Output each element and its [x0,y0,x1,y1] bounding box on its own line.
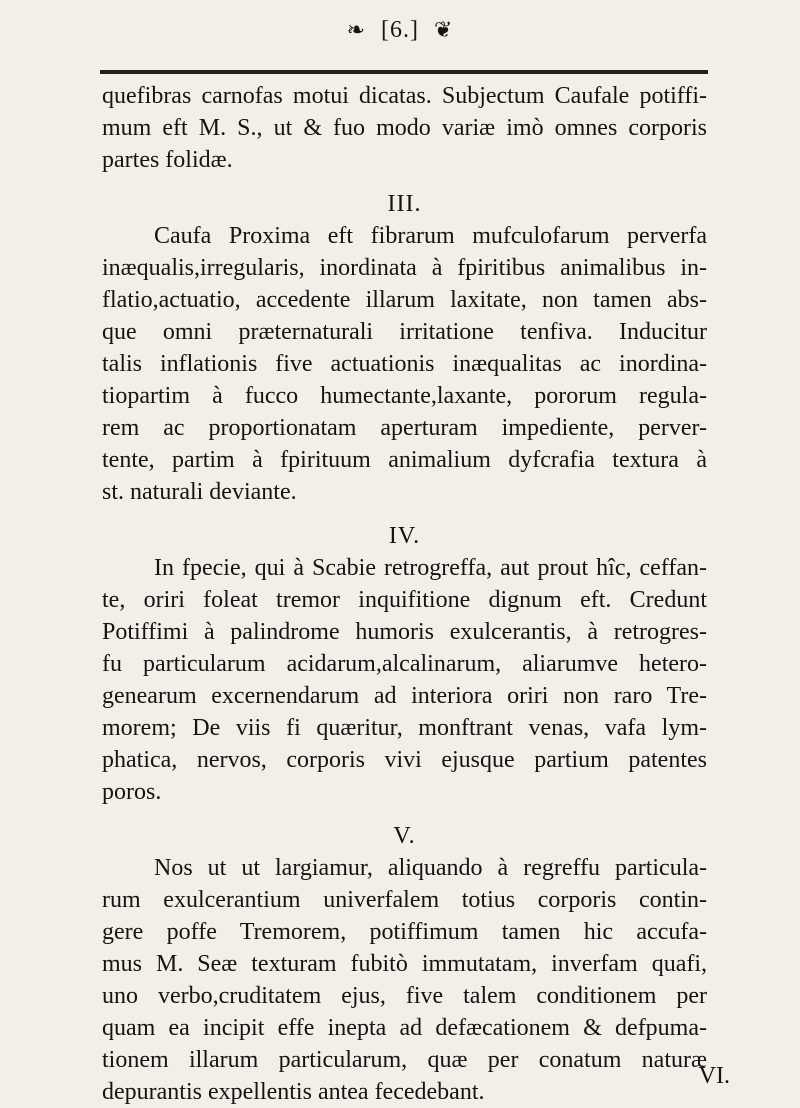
section-intro [102,80,707,176]
page-number: [6.] [381,16,419,43]
page-header [0,16,800,56]
section-heading-iv: IV. [388,523,421,549]
text-line: tente, partim à fpirituum animalium dyfcrafia textura à [102,447,707,473]
text-line: te, oriri foleat tremor inquifitione dignum eft. Credunt [102,587,707,613]
text-line: tiopartim à fucco humectante,laxante, pororum regula- [102,383,707,409]
text-line: st. naturali deviante. [102,479,297,505]
text-body [102,80,707,1108]
text-line: partes folidæ. [102,147,233,173]
header-rule [100,70,708,74]
text-line: Caufa Proxima eft fibrarum mufculofarum perverfa [154,223,707,249]
text-line: Nos ut ut largiamur, aliquando à regreffu particula- [154,855,707,881]
ornament-left-icon: ❧ [346,17,366,43]
ornament-right-icon: ❦ [433,17,454,43]
text-line: In fpecie, qui à Scabie retrogreffa, aut prout hîc, ceffan- [154,555,707,581]
text-line: quefibras carnofas motui dicatas. Subjectum Caufale potiffi- [102,83,707,109]
text-line: rem ac proportionatam aperturam impediente, perver- [102,415,707,441]
text-line: que omni præternaturali irritatione tenfiva. Inducitur [102,319,707,345]
text-line: flatio,actuatio, accedente illarum laxitate, non tamen abs- [102,287,707,313]
text-line: Potiffimi à palindrome humoris exulcerantis, à retrogres- [102,619,707,645]
text-line: morem; De viis fi quæritur, monftrant venas, vafa lym- [102,715,707,741]
text-line: depurantis expellentis antea fecedebant. [102,1079,485,1105]
text-line: mus M. Seæ texturam fubitò immutatam, inverfam quafi, [102,951,707,977]
text-line: quam ea incipit effe inepta ad defæcationem & defpuma- [102,1015,707,1041]
text-line: mum eft M. S., ut & fuo modo variæ imò omnes corporis [102,115,707,141]
section-v [102,852,707,1108]
section-heading-v: V. [393,823,416,849]
text-line: rum exulcerantium univerfalem totius corporis contin- [102,887,707,913]
text-line: phatica, nervos, corporis vivi ejusque partium patentes [102,747,707,773]
section-heading-iii: III. [387,191,422,217]
text-line: inæqualis,irregularis, inordinata à fpiritibus animalibus in- [102,255,707,281]
text-line: gere poffe Tremorem, potiffimum tamen hic accufa- [102,919,707,945]
text-line: genearum excernendarum ad interiora oriri non raro Tre- [102,683,707,709]
section-iii [102,220,707,508]
catchword: VI. [698,1063,730,1089]
text-line: tionem illarum particularum, quæ per conatum naturæ [102,1047,707,1073]
text-line: uno verbo,cruditatem ejus, five talem conditionem per [102,983,707,1009]
text-line: poros. [102,779,162,805]
section-iv [102,552,707,808]
text-line: talis inflationis five actuationis inæqualitas ac inordina- [102,351,707,377]
text-line: fu particularum acidarum,alcalinarum, aliarumve hetero- [102,651,707,677]
